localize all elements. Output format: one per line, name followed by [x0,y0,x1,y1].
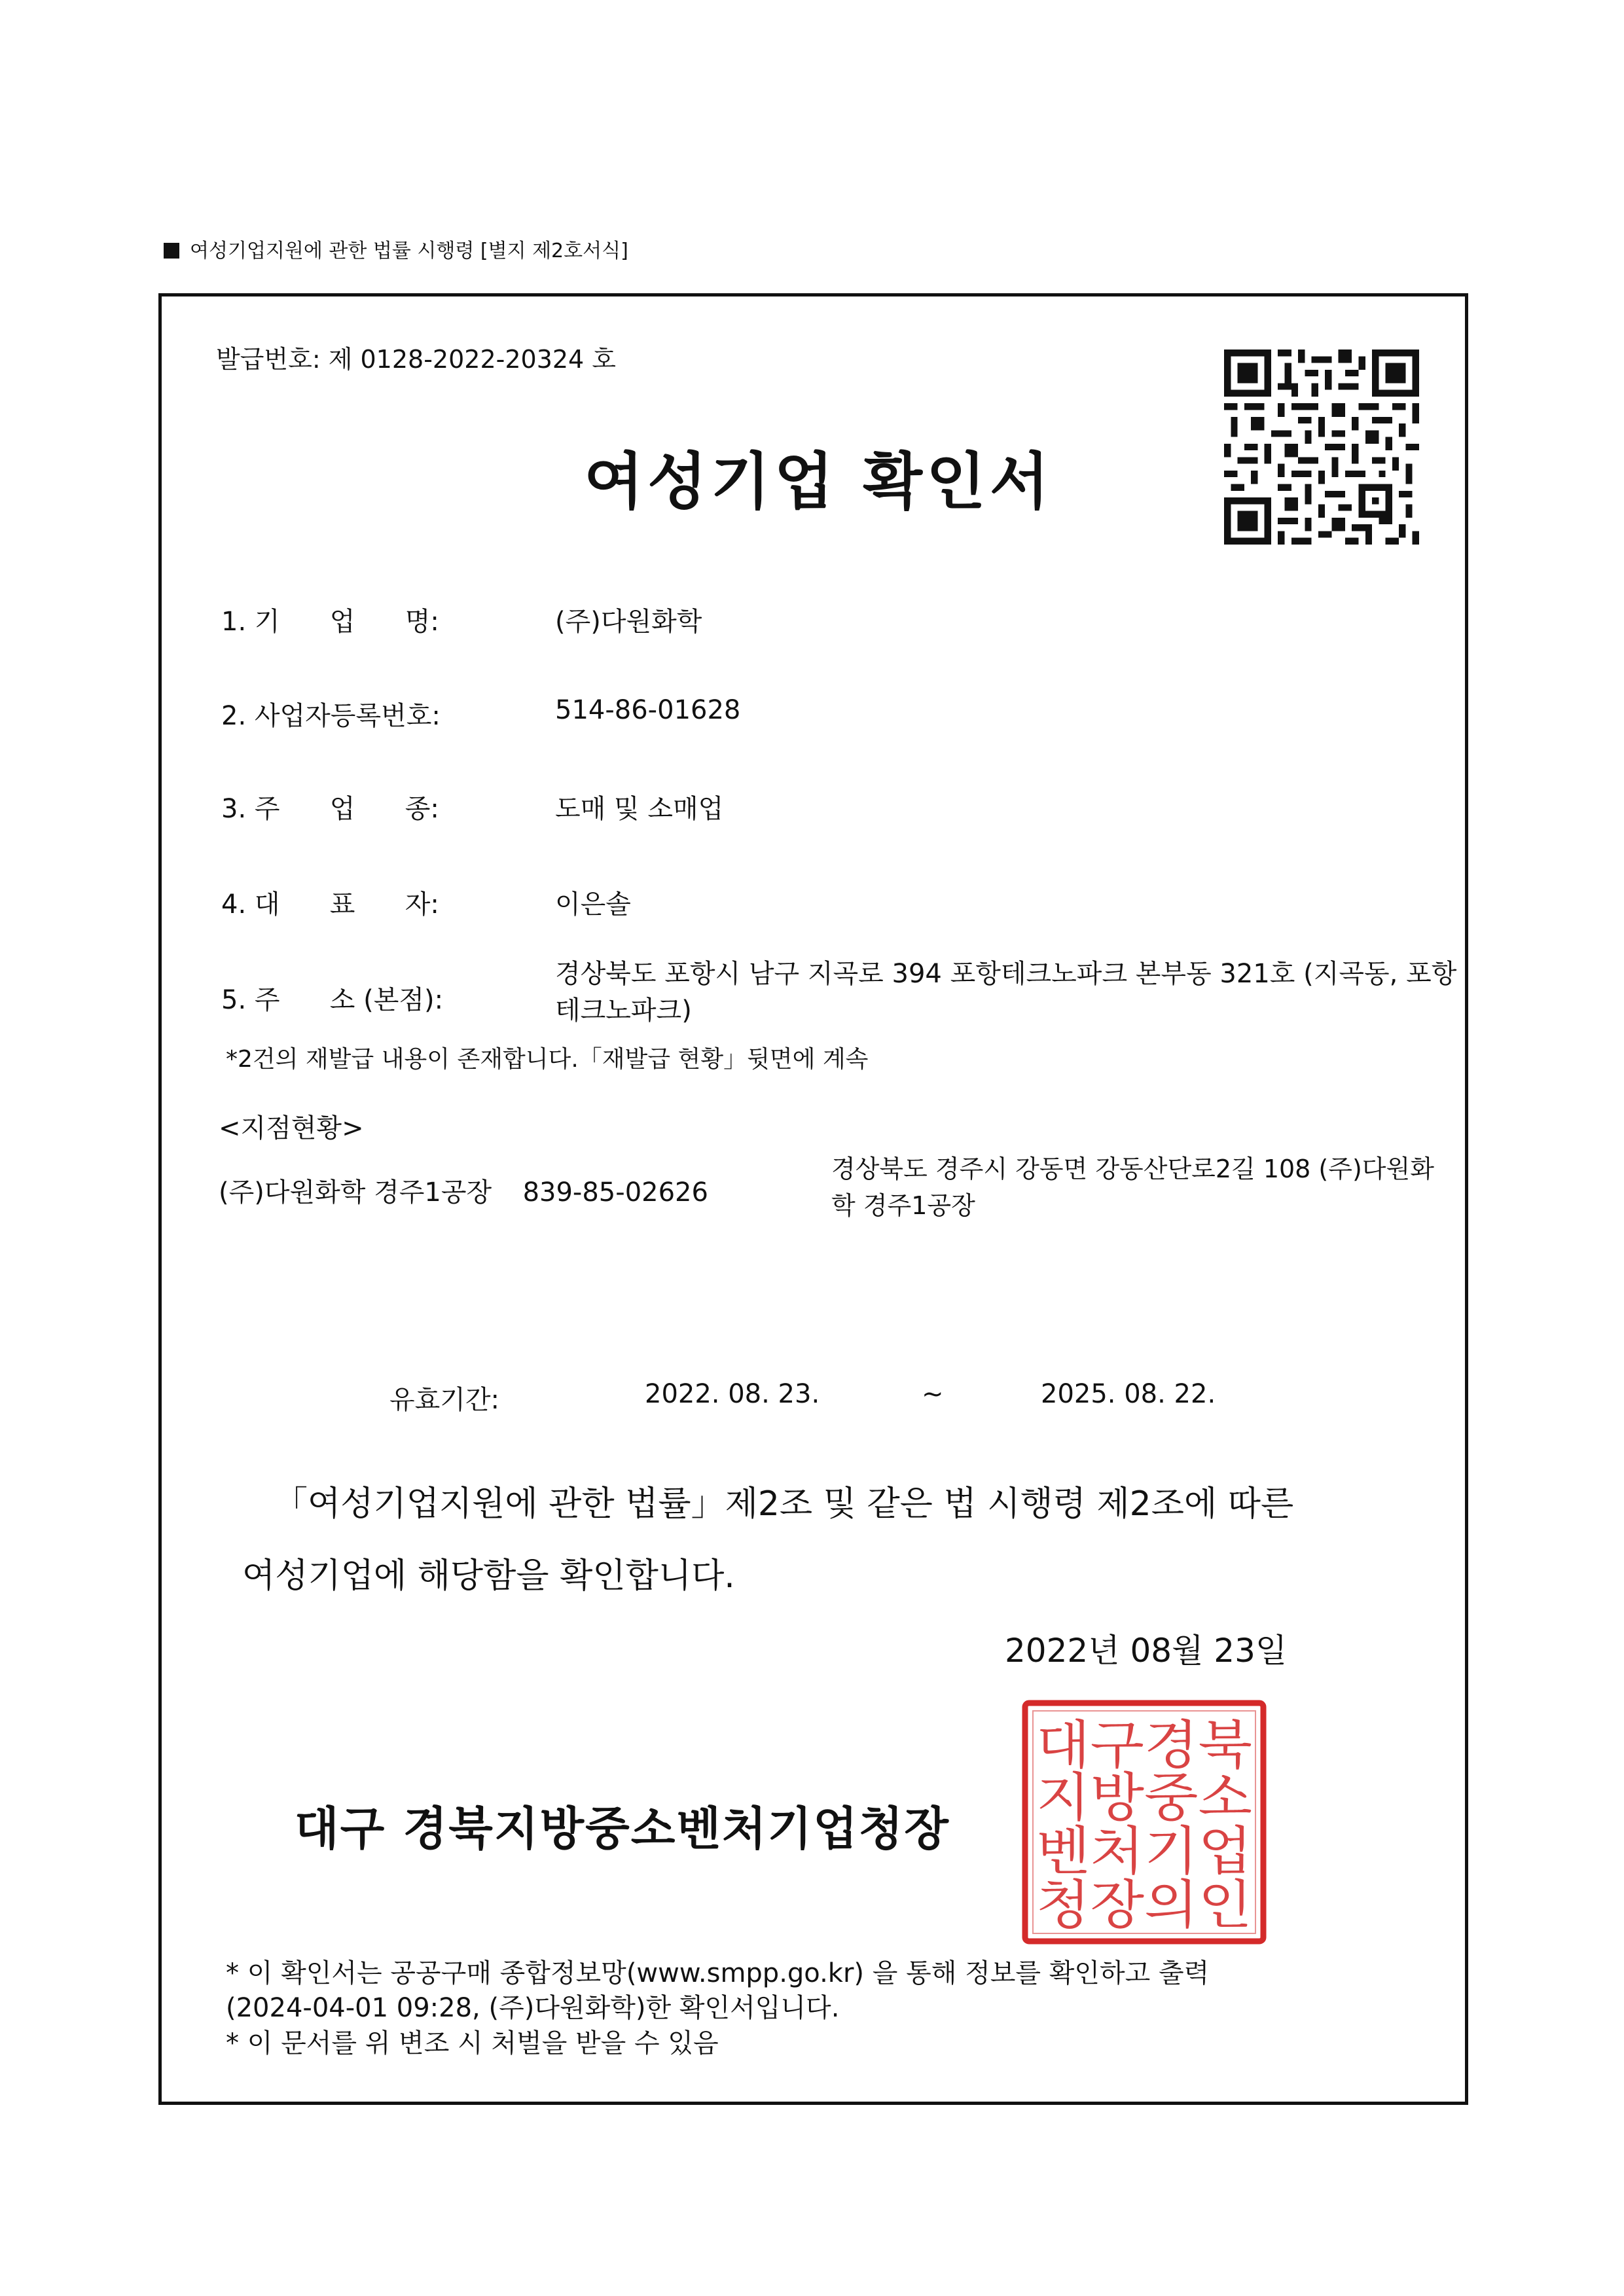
seal-line-1: 대구경북 [1036,1715,1252,1776]
field-label-company-name: 1. 기 업 명: [221,607,439,637]
reissue-note: *2건의 재발급 내용이 존재합니다.「재발급 현황」뒷면에 계속 [226,1046,869,1073]
seal-line-2: 지방중소 [1036,1767,1252,1828]
confirmation-text-line2: 여성기업에 해당함을 확인합니다. [242,1556,735,1596]
validity-label: 유효기간: [389,1385,500,1415]
footnote-1: * 이 확인서는 공공구매 종합정보망(www.smpp.go.kr) 을 통해 정보를 확인하고 출력 [226,1958,1210,1988]
form-reference [164,234,628,263]
branch-status-heading: <지점현황> [219,1113,364,1143]
title-text: 여성기업 확인서 [584,446,1053,518]
form-reference-text: 여성기업지원에 관한 법률 시행령 [별지 제2호서식] [190,240,628,262]
branch-name: (주)다원화학 경주1공장 [219,1177,492,1208]
branch-row [219,1172,708,1209]
field-label-head-office-address: 5. 주 소 (본점): [221,985,444,1015]
field-value-business-reg-no: 514-86-01628 [555,695,741,725]
branch-reg-no: 839-85-02626 [522,1177,708,1208]
field-value-company-name: (주)다원화학 [555,607,702,637]
footnote-2: (2024-04-01 09:28, (주)다원화학)한 확인서입니다. [226,1993,840,2023]
issue-date: 2022년 08월 23일 [1005,1632,1288,1670]
seal-line-3: 벤처기업 [1036,1821,1252,1882]
validity-end-date: 2025. 08. 22. [1041,1379,1216,1409]
confirmation-text-line1: 「여성기업지원에 관한 법률」제2조 및 같은 법 시행령 제2조에 따른 [274,1484,1294,1524]
issuing-authority: 대구 경북지방중소벤처기업청장 [295,1802,950,1856]
field-label-business-reg-no: 2. 사업자등록번호: [221,701,441,731]
field-value-main-industry: 도매 및 소매업 [555,794,724,824]
validity-separator: ~ [922,1379,944,1409]
validity-start-date: 2022. 08. 23. [645,1379,820,1409]
field-value-representative: 이은솔 [555,889,631,920]
field-label-representative: 4. 대 표 자: [221,889,439,920]
footnote-3: * 이 문서를 위 변조 시 처벌을 받을 수 있음 [226,2028,719,2058]
seal-line-4: 청장의인 [1036,1874,1252,1935]
issue-number: 발급번호: 제 0128-2022-20324 호 [216,345,617,374]
branch-address: 경상북도 경주시 강동면 강동산단로2길 108 (주)다원화학 경주1공장 [831,1155,1434,1220]
document-title [0,432,1624,520]
square-bullet-icon [164,243,179,259]
official-seal-stamp [1020,1698,1269,1946]
field-label-main-industry: 3. 주 업 종: [221,794,439,824]
field-value-head-office-address: 경상북도 포항시 남구 지곡로 394 포항테크노파크 본부동 321호 (지곡동, 포항테크노파크) [555,959,1457,1026]
